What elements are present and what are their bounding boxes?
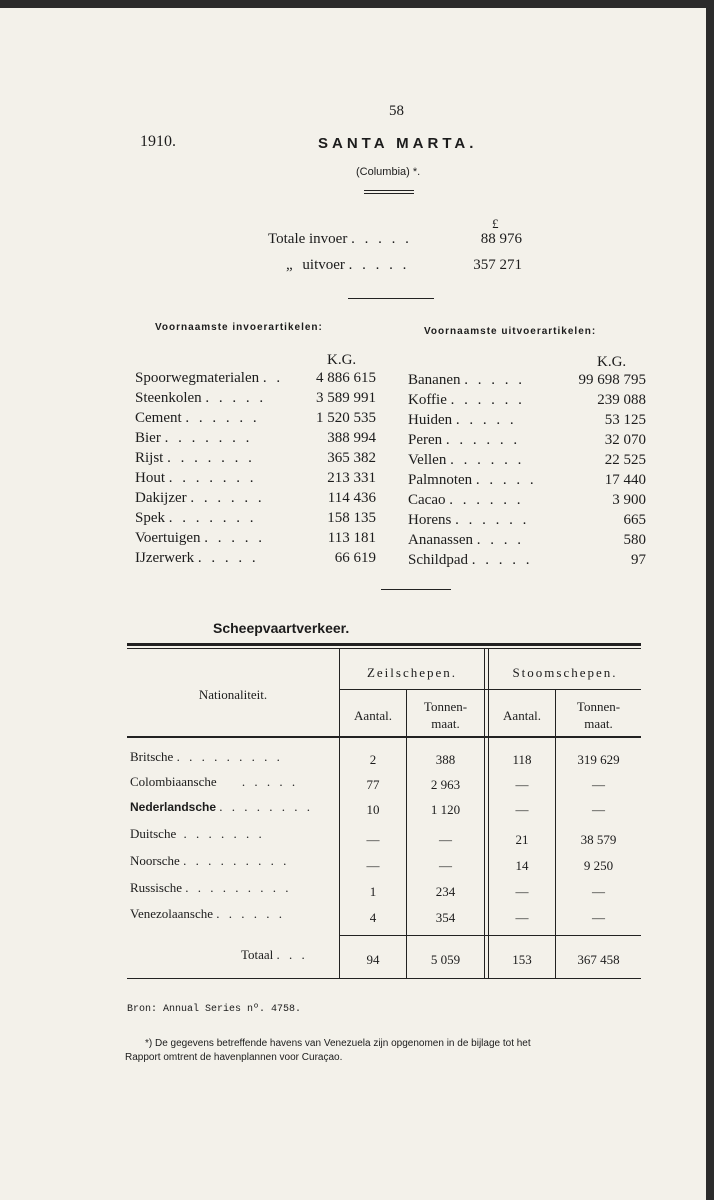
import-name: Dakijzer bbox=[135, 490, 187, 506]
nationality-name: Russische bbox=[130, 880, 182, 895]
sail-tons-cell: 234 bbox=[435, 884, 456, 899]
import-name: Voertuigen bbox=[135, 530, 201, 546]
steam-tons-cell: 319 629 bbox=[577, 752, 620, 767]
nationality-cell bbox=[130, 880, 292, 896]
total-import-label: Totale invoer bbox=[268, 231, 348, 247]
row-dots: . . . bbox=[276, 947, 308, 962]
group-header-sail: Zeilschepen. bbox=[366, 665, 458, 680]
export-value: 665 bbox=[623, 512, 646, 528]
export-name: Bananen bbox=[408, 372, 461, 388]
export-value: 580 bbox=[623, 532, 646, 548]
import-dots: . . . . . bbox=[204, 530, 266, 546]
export-row bbox=[408, 432, 520, 449]
row-dots: . . . . . . . . . bbox=[185, 880, 292, 895]
export-row bbox=[408, 552, 533, 569]
import-row bbox=[135, 530, 265, 547]
export-value: 53 125 bbox=[604, 412, 646, 428]
row-dots: . . . . . . . bbox=[183, 826, 265, 841]
import-row bbox=[135, 370, 283, 387]
import-row bbox=[135, 470, 257, 487]
page-number: 58 bbox=[389, 103, 404, 119]
footnote-line-2: Rapport omtrent de havenplannen voor Curaçao. bbox=[125, 1052, 343, 1063]
sail-tons-cell: 388 bbox=[435, 752, 456, 767]
nationality-cell bbox=[130, 799, 313, 815]
total-import-value: 88 976 bbox=[480, 231, 522, 247]
sail-count-cell: 2 bbox=[369, 752, 377, 767]
export-row bbox=[408, 512, 529, 529]
row-dots: . . . . . . . . bbox=[219, 799, 314, 814]
export-value: 239 088 bbox=[597, 392, 646, 408]
import-row bbox=[135, 410, 260, 427]
export-row bbox=[408, 532, 524, 549]
export-dots: . . . . . . bbox=[450, 452, 525, 468]
export-dots: . . . . . . bbox=[455, 512, 530, 528]
import-dots: . . . . . . bbox=[190, 490, 265, 506]
sail-tons-cell: 2 963 bbox=[430, 777, 461, 792]
import-name: Spek bbox=[135, 510, 165, 526]
steam-count-cell: — bbox=[515, 884, 529, 899]
currency-symbol: £ bbox=[492, 216, 499, 231]
import-row bbox=[135, 450, 255, 467]
total-export-row bbox=[286, 257, 409, 274]
import-name: Steenkolen bbox=[135, 390, 202, 406]
total-import-dots: . . . . . bbox=[351, 231, 412, 247]
nationality-name: Venezolaansche bbox=[130, 906, 214, 921]
year: 1910. bbox=[140, 133, 176, 150]
sail-count-cell: — bbox=[366, 832, 380, 847]
export-dots: . . . . . . bbox=[450, 392, 525, 408]
total-import-row bbox=[268, 231, 412, 248]
total-export-ditto: „ bbox=[286, 257, 293, 273]
export-value: 3 900 bbox=[612, 492, 646, 508]
sail-count-cell: 4 bbox=[369, 910, 377, 925]
steam-count-cell: 118 bbox=[512, 752, 532, 767]
title-rule-top bbox=[364, 190, 414, 191]
import-name: IJzerwerk bbox=[135, 550, 195, 566]
import-value: 388 994 bbox=[327, 430, 376, 446]
col-header-nationality: Nationaliteit. bbox=[198, 687, 268, 702]
export-dots: . . . . bbox=[476, 532, 524, 548]
import-value: 3 589 991 bbox=[316, 390, 376, 406]
export-name: Palmnoten bbox=[408, 472, 473, 488]
col-header-sail-count: Aantal. bbox=[354, 708, 392, 723]
total-steam-count: 153 bbox=[512, 952, 532, 967]
exports-heading: Voornaamste uitvoerartikelen: bbox=[424, 326, 597, 337]
import-name: Spoorwegmaterialen bbox=[135, 370, 260, 386]
export-value: 17 440 bbox=[604, 472, 646, 488]
export-row bbox=[408, 412, 517, 429]
import-name: Rijst bbox=[135, 450, 164, 466]
steam-tons-cell: 9 250 bbox=[583, 858, 614, 873]
export-row bbox=[408, 472, 537, 489]
import-value: 113 181 bbox=[327, 530, 376, 546]
imports-heading: Voornaamste invoerartikelen: bbox=[155, 322, 323, 333]
tonnage-line-2: maat. bbox=[584, 716, 613, 731]
steam-count-cell: — bbox=[515, 777, 529, 792]
tonnage-line-1: Tonnen- bbox=[423, 699, 468, 714]
export-dots: . . . . . bbox=[464, 372, 525, 388]
total-steam-tons: 367 458 bbox=[577, 952, 620, 967]
lists-divider bbox=[381, 589, 451, 590]
import-row bbox=[135, 510, 257, 527]
total-sail-tons: 5 059 bbox=[430, 952, 461, 967]
steam-count-cell: 21 bbox=[515, 832, 529, 847]
export-dots: . . . . . bbox=[471, 552, 533, 568]
sail-tons-cell: 1 120 bbox=[430, 802, 461, 817]
export-value: 22 525 bbox=[604, 452, 646, 468]
total-label-cell bbox=[241, 947, 308, 963]
nationality-name: Noorsche bbox=[130, 853, 180, 868]
totals-divider bbox=[348, 298, 434, 299]
import-row bbox=[135, 550, 259, 567]
import-dots: . . . . . bbox=[197, 550, 259, 566]
total-sail-count: 94 bbox=[366, 952, 380, 967]
import-dots: . . . . . bbox=[205, 390, 267, 406]
import-dots: . . bbox=[262, 370, 284, 386]
steam-tons-cell: — bbox=[592, 777, 605, 792]
import-row bbox=[135, 490, 265, 507]
import-dots: . . . . . . bbox=[185, 410, 260, 426]
import-value: 213 331 bbox=[327, 470, 376, 486]
group-header-steam: Stoomschepen. bbox=[512, 665, 618, 680]
sail-tons-cell: 354 bbox=[435, 910, 456, 925]
tonnage-line-2: maat. bbox=[431, 716, 460, 731]
export-value: 97 bbox=[631, 552, 646, 568]
sail-tons-cell: — bbox=[439, 858, 452, 873]
export-name: Cacao bbox=[408, 492, 446, 508]
tonnage-line-1: Tonnen- bbox=[576, 699, 621, 714]
import-value: 158 135 bbox=[327, 510, 376, 526]
export-row bbox=[408, 492, 523, 509]
nationality-cell bbox=[130, 749, 283, 765]
steam-count-cell: — bbox=[515, 910, 529, 925]
nationality-cell bbox=[130, 774, 298, 790]
steam-count-cell: 14 bbox=[515, 858, 529, 873]
document-page bbox=[0, 8, 706, 1200]
col-header-steam-count: Aantal. bbox=[503, 708, 541, 723]
nationality-cell bbox=[130, 826, 265, 842]
export-row bbox=[408, 392, 525, 409]
import-row bbox=[135, 390, 266, 407]
export-name: Horens bbox=[408, 512, 452, 528]
sail-count-cell: — bbox=[366, 858, 380, 873]
export-dots: . . . . . bbox=[455, 412, 517, 428]
group-underline bbox=[340, 689, 641, 690]
import-value: 66 619 bbox=[334, 550, 376, 566]
import-row bbox=[135, 430, 252, 447]
col-header-steam-tonnage bbox=[556, 698, 641, 732]
nationality-name: Colombiaansche bbox=[130, 774, 217, 789]
source-note: Bron: Annual Series nº. 4758. bbox=[127, 1004, 302, 1015]
steam-tons-cell: 38 579 bbox=[580, 832, 617, 847]
exports-unit: K.G. bbox=[597, 354, 627, 370]
nationality-name: Britsche bbox=[130, 749, 174, 764]
import-dots: . . . . . . . bbox=[168, 510, 257, 526]
nationality-name: Nederlandsche bbox=[130, 800, 217, 814]
page-title: SANTA MARTA. bbox=[318, 135, 478, 152]
shipping-heading: Scheepvaartverkeer. bbox=[213, 620, 350, 636]
export-name: Schildpad bbox=[408, 552, 468, 568]
nationality-cell bbox=[130, 853, 289, 869]
import-value: 365 382 bbox=[327, 450, 376, 466]
table-top-rule bbox=[127, 643, 641, 646]
col-header-sail-tonnage bbox=[407, 698, 484, 732]
import-name: Hout bbox=[135, 470, 165, 486]
page-subtitle: (Columbia) *. bbox=[356, 166, 421, 178]
export-value: 99 698 795 bbox=[578, 372, 646, 388]
import-dots: . . . . . . . bbox=[168, 470, 257, 486]
export-name: Huiden bbox=[408, 412, 453, 428]
total-export-value: 357 271 bbox=[473, 257, 522, 273]
nationality-cell bbox=[130, 906, 285, 922]
import-dots: . . . . . . . bbox=[164, 430, 253, 446]
export-name: Vellen bbox=[408, 452, 447, 468]
steam-tons-cell: — bbox=[592, 884, 605, 899]
import-name: Bier bbox=[135, 430, 161, 446]
import-value: 1 520 535 bbox=[316, 410, 376, 426]
total-label: Totaal bbox=[241, 947, 274, 962]
sail-count-cell: 10 bbox=[366, 802, 380, 817]
title-rule-bottom bbox=[364, 193, 414, 194]
export-dots: . . . . . . bbox=[445, 432, 521, 448]
nationality-name: Duitsche bbox=[130, 826, 177, 841]
import-dots: . . . . . . . bbox=[167, 450, 255, 466]
total-export-dots: . . . . . bbox=[348, 257, 410, 273]
row-dots: . . . . . . bbox=[216, 906, 286, 921]
export-name: Koffie bbox=[408, 392, 447, 408]
footnote-line-1: *) De gegevens betreffende havens van Venezuela zijn opgenomen in de bijlage tot het bbox=[145, 1038, 531, 1049]
import-value: 4 886 615 bbox=[316, 370, 376, 386]
row-dots: . . . . . bbox=[241, 774, 299, 789]
header-bottom-rule bbox=[127, 736, 641, 738]
steam-tons-cell: — bbox=[592, 802, 605, 817]
export-name: Ananassen bbox=[408, 532, 473, 548]
sail-tons-cell: — bbox=[439, 832, 452, 847]
row-dots: . . . . . . . . . bbox=[176, 749, 283, 764]
import-value: 114 436 bbox=[327, 490, 376, 506]
export-row bbox=[408, 452, 524, 469]
sail-count-cell: 77 bbox=[366, 777, 380, 792]
row-dots: . . . . . . . . . bbox=[183, 853, 290, 868]
steam-count-cell: — bbox=[515, 802, 529, 817]
export-dots: . . . . . . bbox=[449, 492, 524, 508]
export-dots: . . . . . bbox=[475, 472, 537, 488]
imports-unit: K.G. bbox=[327, 352, 357, 368]
export-name: Peren bbox=[408, 432, 443, 448]
import-name: Cement bbox=[135, 410, 182, 426]
export-row bbox=[408, 372, 525, 389]
steam-tons-cell: — bbox=[592, 910, 605, 925]
total-separator-rule bbox=[339, 935, 641, 936]
export-value: 32 070 bbox=[604, 432, 646, 448]
table-top-rule-thin bbox=[127, 648, 641, 649]
col-rule bbox=[484, 649, 485, 978]
total-export-label: uitvoer bbox=[302, 257, 345, 273]
sail-count-cell: 1 bbox=[369, 884, 377, 899]
table-bottom-rule bbox=[127, 978, 641, 979]
